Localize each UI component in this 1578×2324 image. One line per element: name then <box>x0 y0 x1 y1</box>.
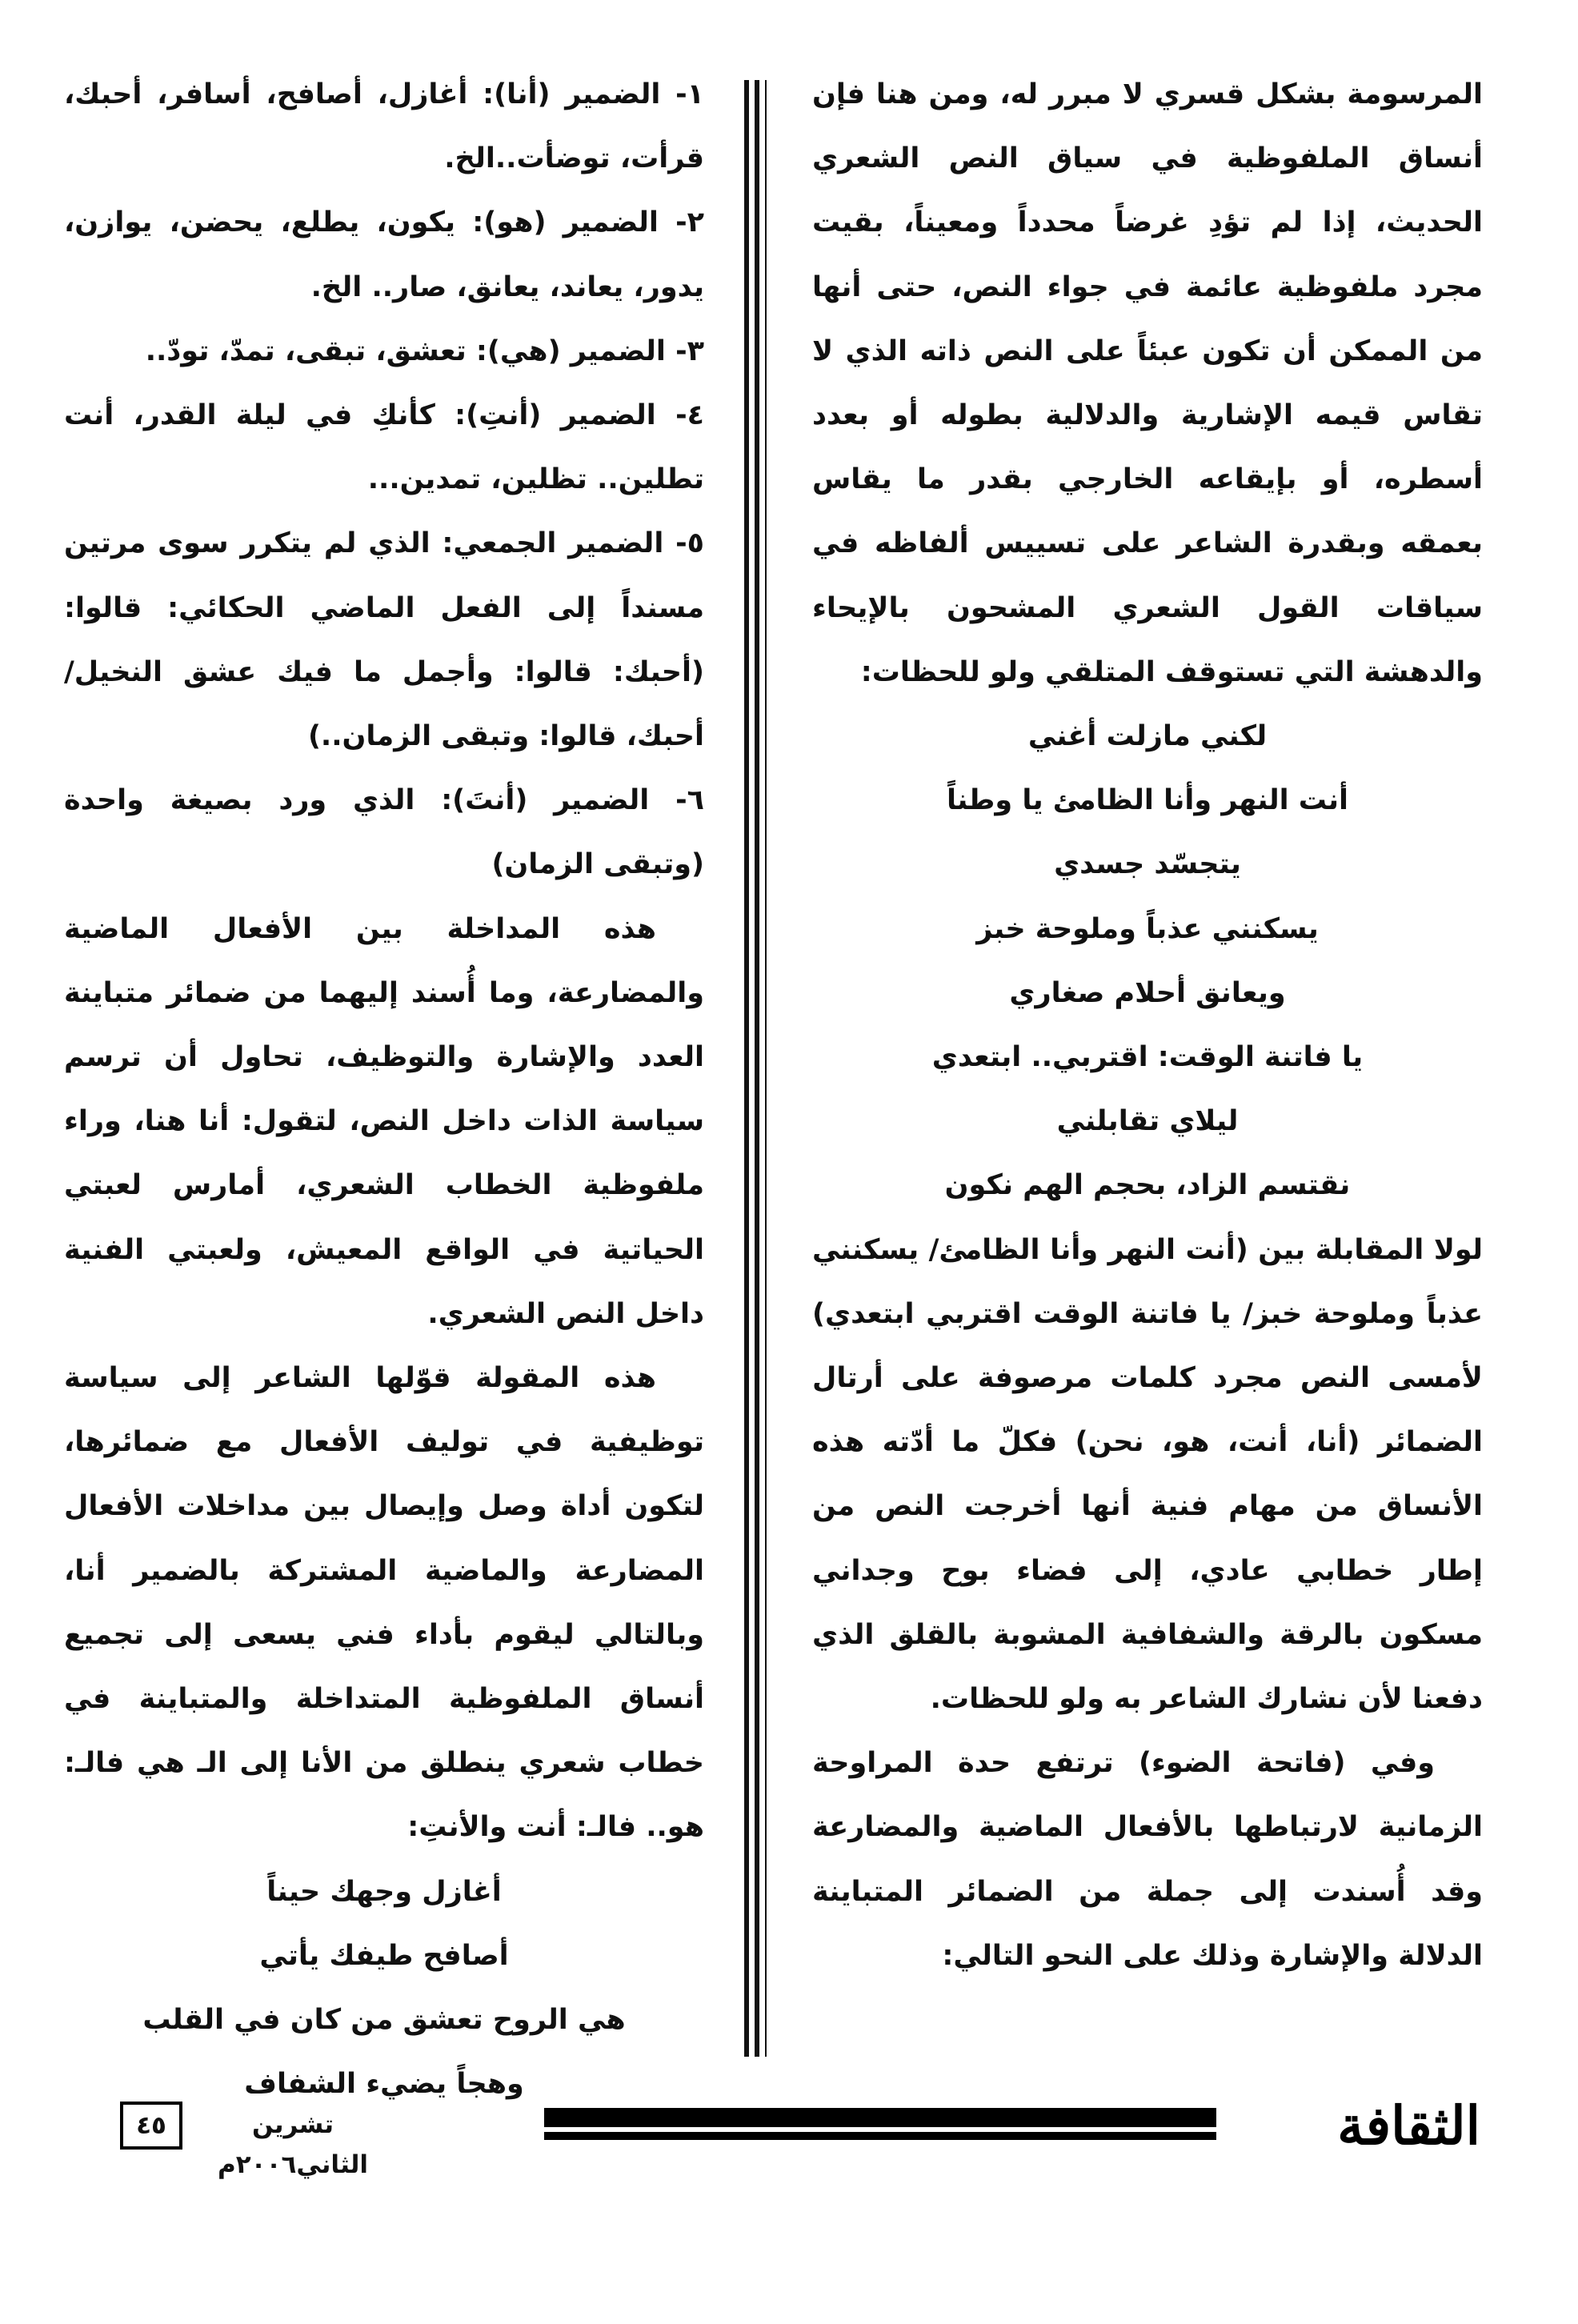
list-item: ١- الضمير (أنا): أغازل، أصافح، أسافر، أحبك، قرأت، توضأت..الخ. <box>64 78 704 175</box>
paragraph: هذه المقولة قوّلها الشاعر إلى سياسة توظيفية في توليف الأفعال مع ضمائرها، لتكون أداة وصل وإيصال بين مداخلات الأفعال المضارعة والماضية المشتركة بالضمير أنا، وبالتالي ليقوم بأداء فني يسعى إلى تجميع أنساق الملفوظية المتداخلة والمتباينة في خطاب شعري ينطلق من الأنا إلى الـ هي فالـ: هو.. فالـ: أنت والأنتِ: <box>64 1362 704 1844</box>
verse-line: يتجسّد جسدي <box>1054 848 1241 881</box>
verse-line: وهجاً يضيء الشفاف <box>244 2068 524 2101</box>
verse-line: أغازل وجهك حيناً <box>266 1875 502 1908</box>
verse-line: هي الروح تعشق من كان في القلب <box>142 2004 626 2037</box>
page-footer <box>120 2094 1480 2179</box>
list-item: ٢- الضمير (هو): يكون، يطلع، يحضن، يوازن، يدور، يعاند، يعانق، صار.. الخ. <box>64 206 704 303</box>
list-item: ٤- الضمير (أنتِ): كأنكِ في ليلة القدر، أنت تطلين.. تظلين، تمدين... <box>64 399 704 496</box>
issue-date: تشرين الثاني٢٠٠٦م <box>218 2110 368 2179</box>
page-number: ٤٥ <box>120 2102 182 2150</box>
list-item: ٦- الضمير (أنتَ): الذي ورد بصيغة واحدة (وتبقى الزمان) <box>64 784 704 881</box>
right-column <box>812 62 1483 1988</box>
footer-rule <box>544 2132 1216 2140</box>
column-divider <box>744 80 749 2057</box>
column-divider <box>755 80 759 2057</box>
column-divider-thin <box>765 80 767 2057</box>
list-item: ٣- الضمير (هي): تعشق، تبقى، تمدّ، تودّ.. <box>145 335 704 367</box>
verse-line: أصافح طيفك يأتي <box>259 1939 509 1972</box>
paragraph: المرسومة بشكل قسري لا مبرر له، ومن هنا فإن أنساق الملفوظية في سياق النص الشعري الحديث، إذا لم تؤدِ غرضاً محدداً ومعيناً، بقيت مجرد ملفوظية عائمة في جواء النص، حتى أنها من الممكن أن تكون عبئاً على النص ذاته الذي لا تقاس قيمه الإشارية والدلالية بطوله أو بعدد أسطره، أو بإيقاعه الخارجي بقدر ما يقاس بعمقه وبقدرة الشاعر على تسييس ألفاظه في سياقات القول الشعري المشحون بالإيحاء والدهشة التي تستوقف المتلقي ولو للحظات: <box>812 78 1483 688</box>
paragraph: وفي (فاتحة الضوء) ترتفع حدة المراوحة الزمانية لارتباطها بالأفعال الماضية والمضارعة وقد أُسندت إلى جملة من الضمائر المتباينة الدلالة والإشارة وذلك على النحو التالي: <box>812 1747 1483 1972</box>
verse-line: يا فاتنة الوقت: اقتربي.. ابتعدي <box>931 1041 1364 1074</box>
magazine-logo: الثقافة <box>1337 2094 1480 2157</box>
verse-line: لكني مازلت أغني <box>1027 720 1268 753</box>
verse-line: ليلاي تقابلني <box>1056 1105 1239 1138</box>
list-item: ٥- الضمير الجمعي: الذي لم يتكرر سوى مرتين مسنداً إلى الفعل الماضي الحكائي: قالوا: (أحبك: قالوا: وأجمل ما فيك عشق النخيل/ أحبك، قالوا: وتبقى الزمان..) <box>64 527 704 753</box>
paragraph: لولا المقابلة بين (أنت النهر وأنا الظامئ/ يسكنني عذباً وملوحة خبز/ يا فاتنة الوقت اقتربي ابتعدي) لأمسى النص مجرد كلمات مرصوفة على أرتال الضمائر (أنا، أنت، هو، نحن) فكلّ ما أدّته هذه الأنساق من مهام فنية أنها أخرجت النص من إطار خطابي عادي، إلى فضاء بوح وجداني مسكون بالرقة والشفافية المشوبة بالقلق الذي دفعنا لأن نشارك الشاعر به ولو للحظات. <box>812 1233 1483 1716</box>
footer-rule <box>544 2108 1216 2127</box>
paragraph: هذه المداخلة بين الأفعال الماضية والمضارعة، وما أُسند إليهما من ضمائر متباينة العدد والإشارة والتوظيف، تحاول أن ترسم سياسة الذات داخل النص، لتقول: أنا هنا، وراء ملفوظية الخطاب الشعري، أمارس لعبتي الحياتية في الواقع المعيش، ولعبتي الفنية داخل النص الشعري. <box>64 912 704 1330</box>
verse-line: ويعانق أحلام صغاري <box>1009 976 1286 1009</box>
verse-line: أنت النهر وأنا الظامئ يا وطناً <box>946 784 1348 817</box>
verse-line: نقتسم الزاد، بحجم الهم نكون <box>944 1169 1351 1202</box>
verse-line: يسكنني عذباً وملوحة خبز <box>976 912 1319 945</box>
left-column <box>64 62 704 2117</box>
